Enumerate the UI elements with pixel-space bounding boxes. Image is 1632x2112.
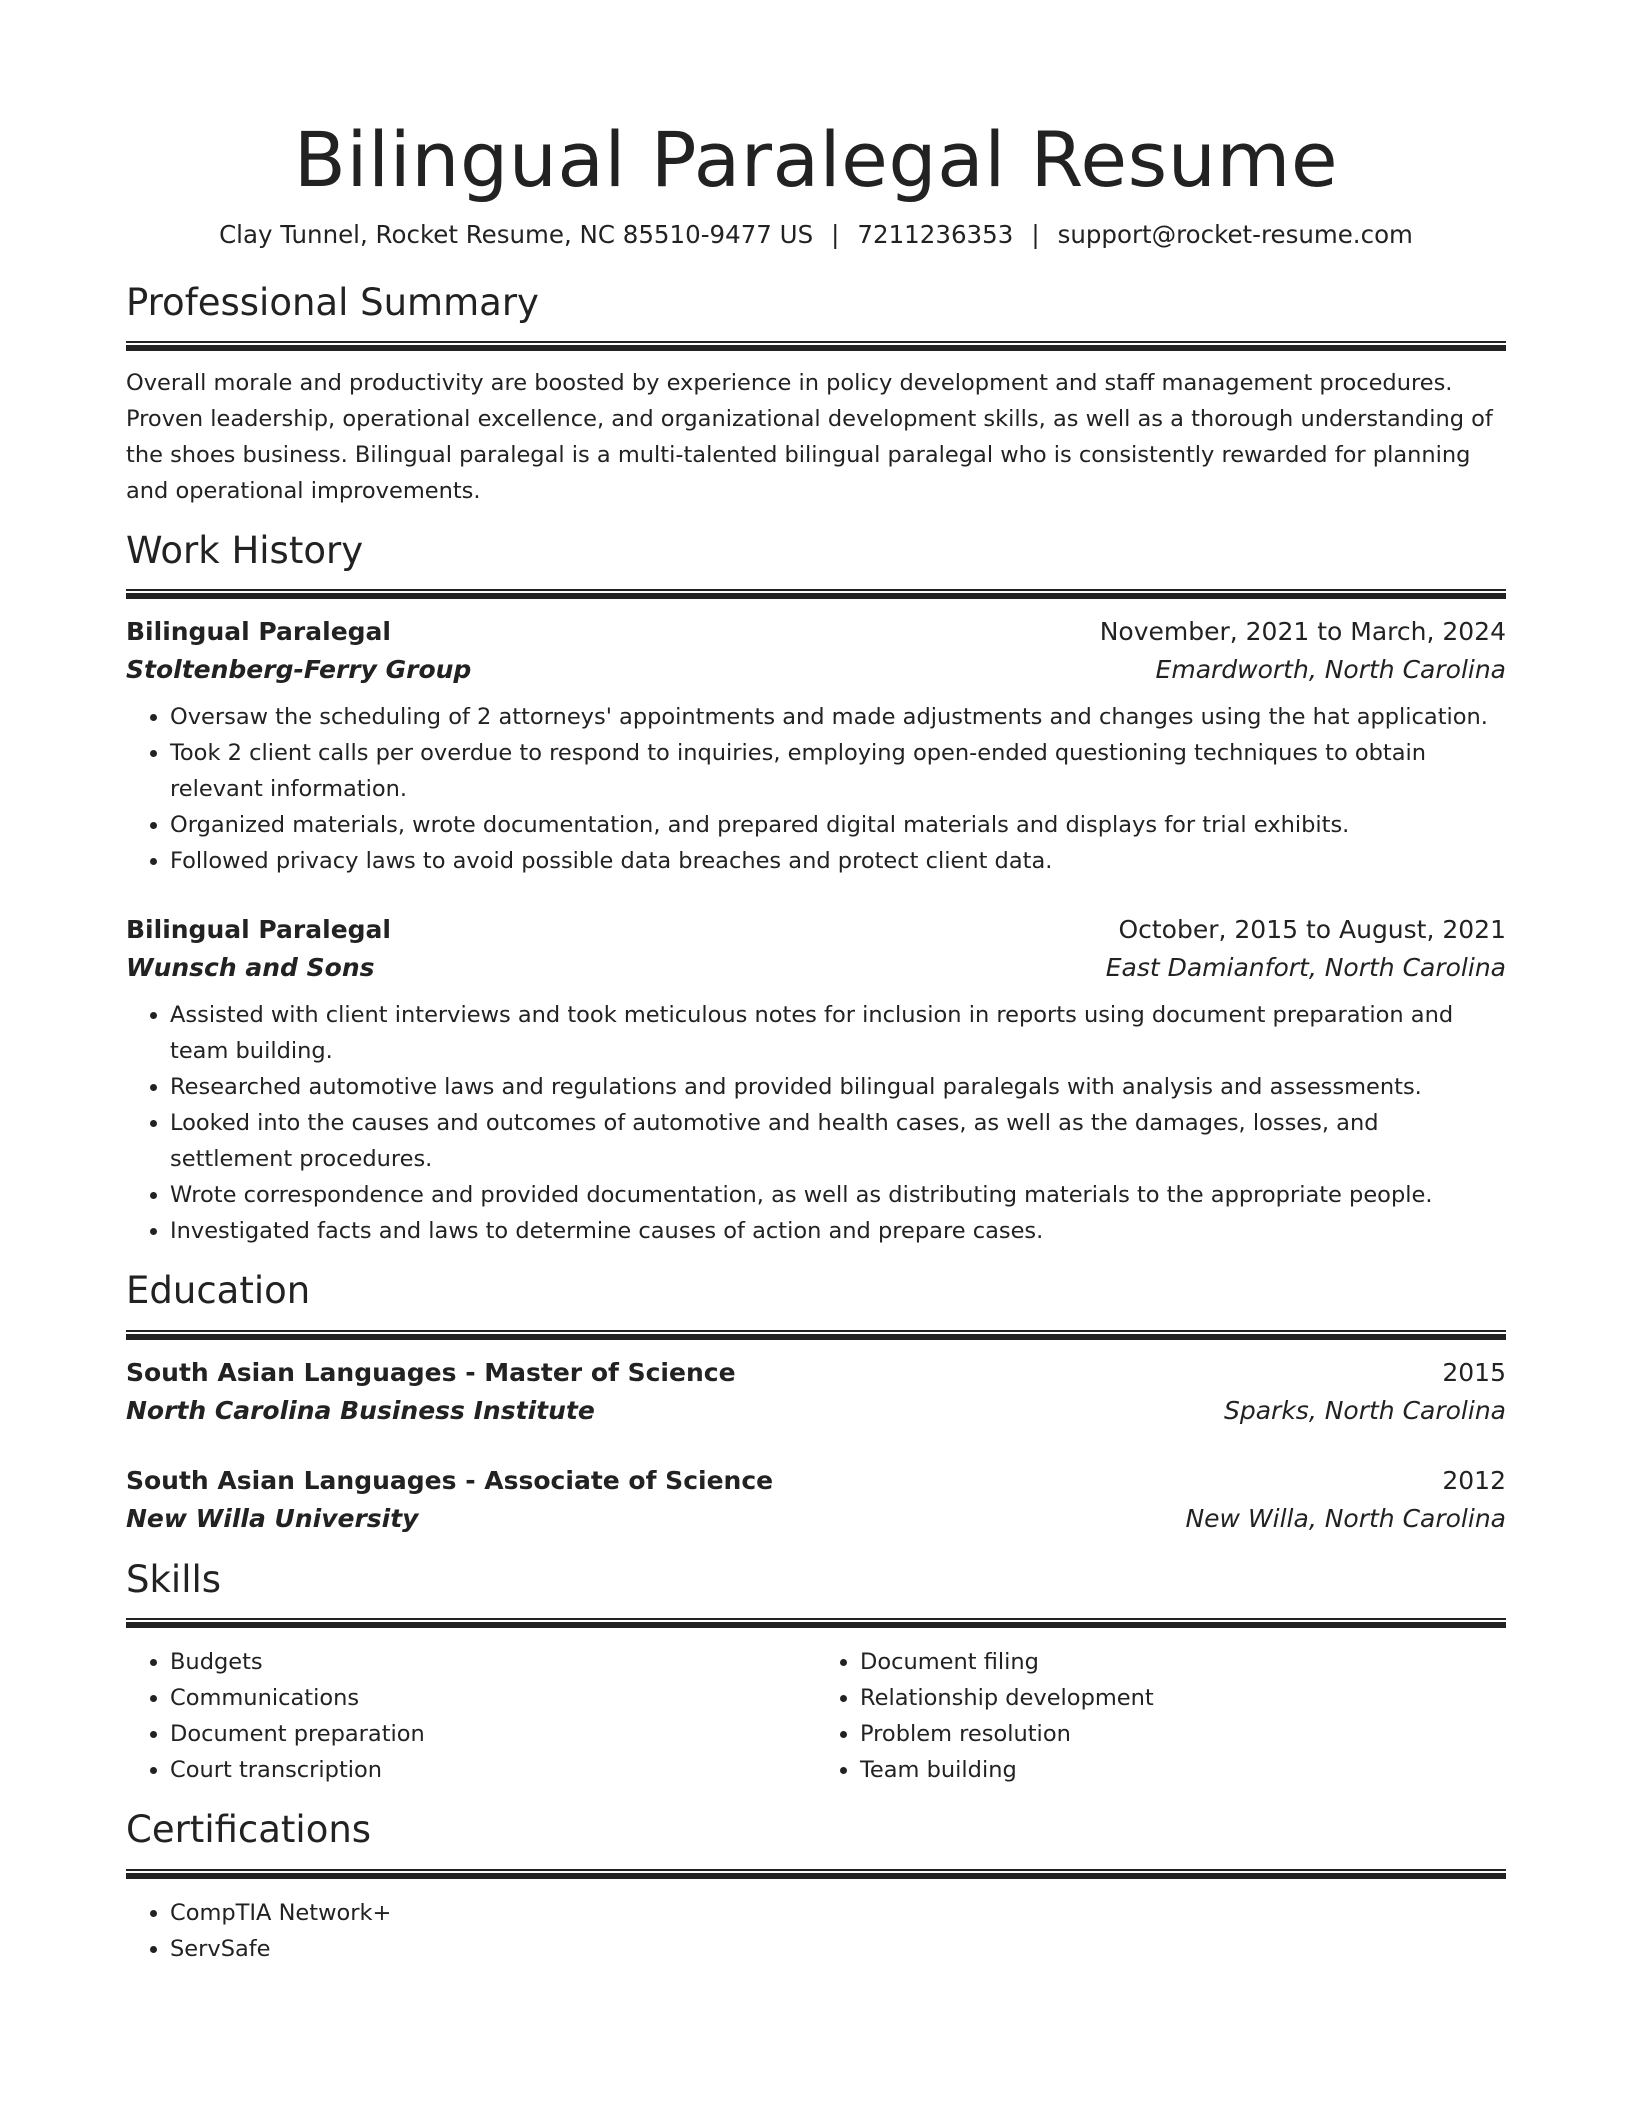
skill-item: • Court transcription — [170, 1752, 816, 1788]
education-school: North Carolina Business Institute — [126, 1395, 595, 1425]
contact-phone: 7211236353 — [857, 219, 1014, 249]
list-item: • Organized materials, wrote documentation, and prepared digital materials and displays for trial exhibits. — [170, 807, 1506, 843]
list-item: • Looked into the causes and outcomes of automotive and health cases, as well as the damages, losses, and settlement procedures. — [170, 1105, 1506, 1177]
skill-item: • Communications — [170, 1680, 816, 1716]
resume-title: Bilingual Paralegal Resume — [293, 115, 1339, 204]
job-location: Emardworth, North Carolina — [1155, 655, 1506, 685]
skill-item: • Document filing — [860, 1644, 1506, 1680]
list-item: • Investigated facts and laws to determine causes of action and prepare cases. — [170, 1213, 1506, 1249]
list-item: • Researched automotive laws and regulations and provided bilingual paralegals with analysis and assessments. — [170, 1069, 1506, 1105]
list-item: • Took 2 client calls per overdue to respond to inquiries, employing open-ended questioning techniques to obtain relevant information. — [170, 735, 1506, 807]
section-divider — [126, 1869, 1506, 1879]
section-divider — [126, 341, 1506, 351]
job-dates: October, 2015 to August, 2021 — [1118, 915, 1506, 945]
list-item: • Wrote correspondence and provided documentation, as well as distributing materials to the appropriate people. — [170, 1177, 1506, 1213]
education-section — [126, 1269, 1506, 1537]
summary-text: Overall morale and productivity are boosted by experience in policy development and staff management procedures. Proven leadership, operational excellence, and organizational development skills, as well as a thorough understanding of the shoes business. Bilingual paralegal is a multi-talented bilingual paralegal who is consistently rewarded for planning and operational improvements. — [126, 369, 1493, 504]
section-heading: Work History — [126, 528, 364, 572]
skills-column-right — [816, 1644, 1506, 1788]
job-company: Stoltenberg-Ferry Group — [126, 655, 472, 685]
section-divider — [126, 589, 1506, 599]
skill-item: • Budgets — [170, 1644, 816, 1680]
contact-separator: | — [1031, 219, 1040, 249]
section-heading: Education — [126, 1269, 311, 1313]
section-divider — [126, 1330, 1506, 1340]
education-entry — [126, 1462, 1506, 1538]
job-title: Bilingual Paralegal — [126, 915, 391, 945]
certifications-list — [126, 1895, 1506, 1967]
skill-item: • Team building — [860, 1752, 1506, 1788]
list-item: • Oversaw the scheduling of 2 attorneys' appointments and made adjustments and changes using the hat application. — [170, 699, 1506, 735]
skills-section — [126, 1558, 1506, 1788]
section-heading: Professional Summary — [126, 280, 539, 324]
contact-address: Clay Tunnel, Rocket Resume, NC 85510-9477 US — [219, 219, 814, 249]
certification-item: • ServSafe — [170, 1931, 1506, 1967]
education-school: New Willa University — [126, 1503, 419, 1533]
job-location: East Damianfort, North Carolina — [1105, 953, 1506, 983]
summary-section — [126, 281, 1506, 509]
job-dates: November, 2021 to March, 2024 — [1099, 617, 1506, 647]
job-bullets — [126, 997, 1506, 1249]
job-bullets — [126, 699, 1506, 879]
list-item: • Assisted with client interviews and took meticulous notes for inclusion in reports using document preparation and team building. — [170, 997, 1506, 1069]
job-entry — [126, 911, 1506, 1249]
job-entry — [126, 613, 1506, 879]
education-degree: South Asian Languages - Master of Science — [126, 1357, 736, 1387]
education-year: 2015 — [1442, 1357, 1506, 1387]
skill-item: • Problem resolution — [860, 1716, 1506, 1752]
skills-grid — [126, 1644, 1506, 1788]
work-section — [126, 529, 1506, 1249]
contact-email: support@rocket-resume.com — [1057, 219, 1413, 249]
education-degree: South Asian Languages - Associate of Science — [126, 1465, 774, 1495]
contact-separator: | — [831, 219, 840, 249]
skill-item: • Document preparation — [170, 1716, 816, 1752]
list-item: • Followed privacy laws to avoid possible data breaches and protect client data. — [170, 843, 1506, 879]
education-location: Sparks, North Carolina — [1223, 1395, 1506, 1425]
skills-column-left — [126, 1644, 816, 1788]
section-divider — [126, 1618, 1506, 1628]
section-heading: Certifications — [126, 1808, 372, 1852]
contact-line — [126, 220, 1506, 249]
certifications-section — [126, 1808, 1506, 1966]
education-location: New Willa, North Carolina — [1185, 1503, 1506, 1533]
education-entry — [126, 1354, 1506, 1430]
skill-item: • Relationship development — [860, 1680, 1506, 1716]
section-heading: Skills — [126, 1557, 222, 1601]
job-company: Wunsch and Sons — [126, 953, 375, 983]
certification-item: • CompTIA Network+ — [170, 1895, 1506, 1931]
job-title: Bilingual Paralegal — [126, 617, 391, 647]
education-year: 2012 — [1442, 1465, 1506, 1495]
